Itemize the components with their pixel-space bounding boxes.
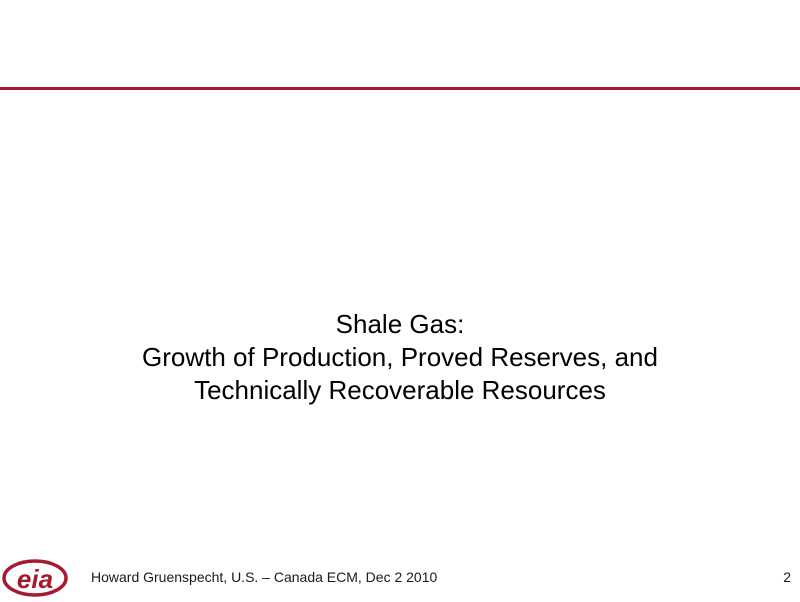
title-line-1: Shale Gas: xyxy=(335,309,465,339)
slide-title xyxy=(60,308,740,407)
title-line-3: Technically Recoverable Resources xyxy=(194,375,606,405)
footer-caption: Howard Gruenspecht, U.S. – Canada ECM, Dec 2 2010 xyxy=(91,569,438,585)
eia-logo-icon xyxy=(2,557,68,597)
title-line-2: Growth of Production, Proved Reserves, and xyxy=(142,342,658,372)
header-divider xyxy=(0,87,800,90)
eia-logo-mark xyxy=(2,557,68,597)
page-number: 2 xyxy=(783,569,791,585)
logo-text: eia xyxy=(16,564,54,594)
